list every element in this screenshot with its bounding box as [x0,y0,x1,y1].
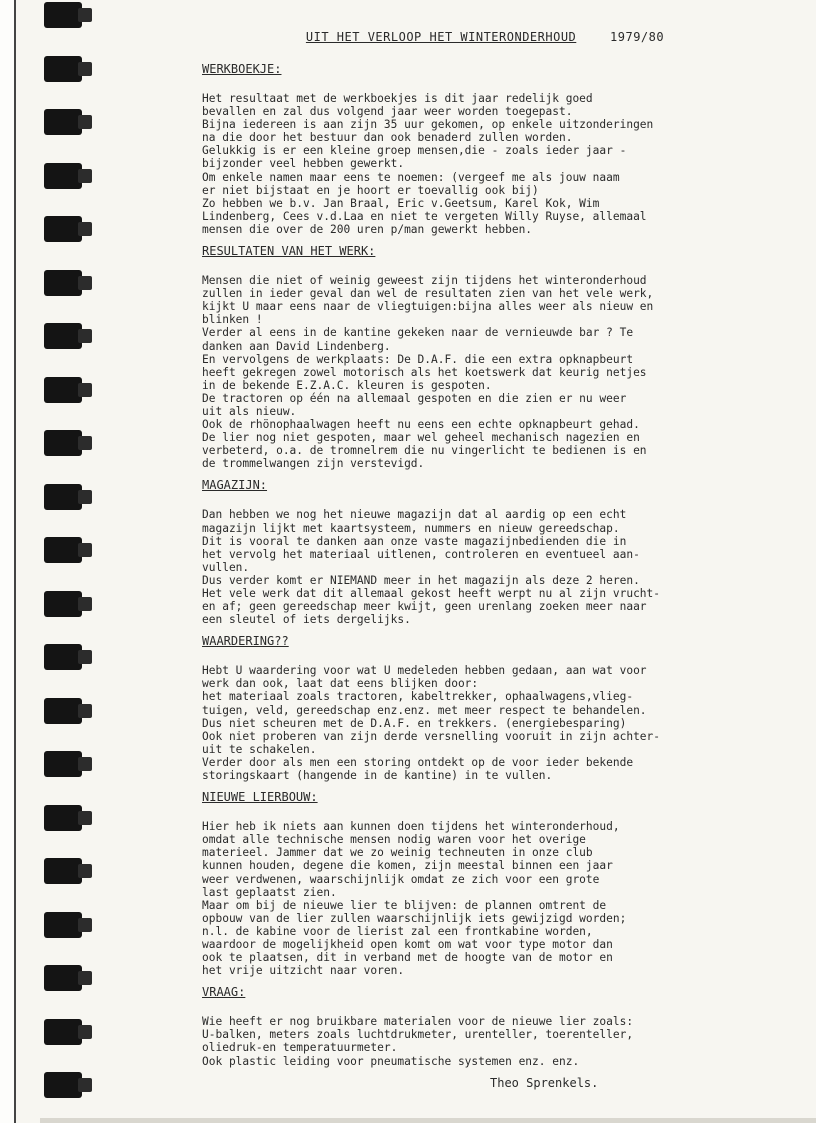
section-heading: NIEUWE LIERBOUW: [202,790,318,805]
text-line: uit als nieuw. [202,404,297,418]
binding-ring [44,216,82,242]
text-line: Hebt U waardering voor wat U medeleden hebben gedaan, aan wat voor [202,664,647,678]
binding-ring [44,109,82,135]
page-left-edge [0,0,16,1123]
binding-ring [44,965,82,991]
section-paragraph [202,508,780,626]
text-line: en af; geen gereedschap meer kwijt, geen urenlang zoeken meer naar [202,600,647,614]
text-line: uit te schakelen. [202,742,317,756]
text-line: werk dan ook, laat dat eens blijken door: [202,677,479,691]
text-line: Verder al eens in de kantine gekeken naar de vernieuwde bar ? Te [202,326,634,340]
text-line: het vrije uitzicht naar voren. [202,964,405,978]
section-heading: WERKBOEKJE: [202,62,282,76]
text-line: tuigen, veld, gereedschap enz.enz. met meer respect te behandelen. [202,703,647,717]
text-line: Lindenberg, Cees v.d.Laa en niet te vergeten Willy Ruyse, allemaal [202,209,647,223]
page-bottom-edge [40,1118,816,1123]
section [190,985,780,1067]
binding-ring [44,163,82,189]
section-heading: MAGAZIJN: [202,478,268,493]
text-line: Gelukkig is er een kleine groep mensen,die - zoals ieder jaar - [202,144,627,158]
text-line: De tractoren op één na allemaal gespoten en die zien er nu weer [202,391,627,405]
text-line: magazijn lijkt met kaartsysteem, nummers en nieuw gereedschap. [202,521,620,535]
text-line: Dit is vooral te danken aan onze vaste magazijnbedienden die in [202,534,627,548]
text-line: Zo hebben we b.v. Jan Braal, Eric v.Geetsum, Karel Kok, Wim [202,196,600,210]
section-paragraph [202,1015,780,1067]
section [190,478,780,626]
text-line: De lier nog niet gespoten, maar wel geheel mechanisch nagezien en [202,431,640,445]
text-line: Dan hebben we nog het nieuwe magazijn dat al aardig op een echt [202,508,627,522]
binding-ring [44,270,82,296]
section-paragraph [202,92,780,236]
text-line: bevallen en zal dus volgend jaar weer worden toegepast. [202,105,573,119]
text-line: Dus verder komt er NIEMAND meer in het magazijn als deze 2 heren. [202,573,640,587]
text-line: de trommelwangen zijn verstevigd. [202,457,425,471]
text-line: na die door het bestuur dan ook benaderd zullen worden. [202,131,573,145]
binding-ring [44,56,82,82]
text-line: Het resultaat met de werkboekjes is dit jaar redelijk goed [202,92,593,105]
section [190,790,780,977]
text-line: een sleutel of iets dergelijks. [202,613,411,627]
section-heading: WAARDERING?? [202,634,289,649]
text-line: in de bekende E.Z.A.C. kleuren is gespoten. [202,378,492,392]
text-line: last geplaatst zien. [202,885,337,899]
binding-ring [44,1072,82,1098]
text-line: omdat alle technische mensen nodig waren voor het overige [202,833,586,847]
binding-ring [44,537,82,563]
text-line: het materiaal zoals tractoren, kabeltrekker, ophaalwagens,vlieg- [202,690,634,704]
binding-ring [44,858,82,884]
header-title: UIT HET VERLOOP HET WINTERONDERHOUD [305,30,577,44]
document-page [190,30,780,1076]
text-line: opbouw van de lier zullen waarschijnlijk iets gewijzigd worden; [202,911,627,925]
text-line: weer verdwenen, waarschijnlijk omdat ze zich voor een grote [202,872,600,886]
signature: Theo Sprenkels. [490,1076,599,1090]
text-line: Maar om bij de nieuwe lier te blijven: de plannen omtrent de [202,898,607,912]
binding-ring [44,323,82,349]
binding-ring [44,377,82,403]
text-line: waardoor de mogelijkheid open komt om wat voor type motor dan [202,937,613,951]
section [190,244,780,470]
text-line: danken aan David Lindenberg. [202,339,391,353]
binding-ring [44,484,82,510]
text-line: storingskaart (hangende in de kantine) in te vullen. [202,769,553,783]
text-line: n.l. de kabine voor de lierist zal een frontkabine worden, [202,924,593,938]
text-line: U-balken, meters zoals luchtdrukmeter, urenteller, toerenteller, [202,1028,634,1042]
binding-ring [44,912,82,938]
header-year: 1979/80 [610,30,665,44]
text-line: zullen in ieder geval dan wel de resultaten zien van het vele werk, [202,287,654,301]
text-line: Ook niet proberen van zijn derde versnelling vooruit in zijn achter- [202,729,661,743]
text-line: Bijna iedereen is aan zijn 35 uur gekomen, op enkele uitzonderingen [202,118,654,132]
binding-ring [44,591,82,617]
text-line: Ook plastic leiding voor pneumatische systemen enz. enz. [202,1054,580,1068]
text-line: Ook de rhönophaalwagen heeft nu eens een echte opknapbeurt gehad. [202,418,640,432]
text-line: Het vele werk dat dit allemaal gekost heeft werpt nu al zijn vrucht- [202,587,661,600]
section-paragraph [202,274,780,470]
text-line: Dus niet scheuren met de D.A.F. en trekkers. (energiebesparing) [202,716,627,730]
text-line: oliedruk-en temperatuurmeter. [202,1041,398,1055]
section-heading: RESULTATEN VAN HET WERK: [202,244,376,259]
text-line: vullen. [202,560,250,574]
page-header [190,30,780,44]
binding-ring [44,805,82,831]
text-line: kijkt U maar eens naar de vliegtuigen:bijna alles weer als nieuw en [202,300,654,314]
text-line: er niet bijstaat en je hoort er toevallig ook bij) [202,183,539,197]
text-line: Hier heb ik niets aan kunnen doen tijdens het winteronderhoud, [202,820,620,834]
text-line: het vervolg het materiaal uitlenen, controleren en eventueel aan- [202,547,640,561]
spiral-binding [38,0,98,1123]
text-line: verbeterd, o.a. de tromnelrem die nu vingerlicht te bedienen is en [202,444,647,458]
text-line: ook te plaatsen, dit in verband met de hoogte van de motor en [202,951,613,965]
section-heading: VRAAG: [202,985,246,1000]
text-line: En vervolgens de werkplaats: De D.A.F. die een extra opknapbeurt [202,352,634,366]
text-line: bijzonder veel hebben gewerkt. [202,157,405,171]
section-paragraph [202,664,780,782]
section [190,62,780,236]
text-line: Mensen die niet of weinig geweest zijn tijdens het winteronderhoud [202,274,647,288]
text-line: heeft gekregen zowel motorisch als het koetswerk dat keurig netjes [202,365,647,379]
text-line: Verder door als men een storing ontdekt op de voor ieder bekende [202,755,634,769]
text-line: mensen die over de 200 uren p/man gewerkt hebben. [202,222,533,236]
binding-ring [44,1019,82,1045]
binding-ring [44,698,82,724]
section-paragraph [202,820,780,977]
text-line: blinken ! [202,313,263,327]
text-line: Om enkele namen maar eens te noemen: (vergeef me als jouw naam [202,170,620,184]
binding-ring [44,751,82,777]
binding-ring [44,430,82,456]
document-body [190,62,780,1068]
section [190,634,780,782]
binding-ring [44,644,82,670]
text-line: materieel. Jammer dat we zo weinig techneuten in onze club [202,846,593,860]
binding-ring [44,2,82,28]
text-line: Wie heeft er nog bruikbare materialen voor de nieuwe lier zoals: [202,1015,634,1029]
text-line: kunnen houden, degene die komen, zijn meestal binnen een jaar [202,859,613,873]
